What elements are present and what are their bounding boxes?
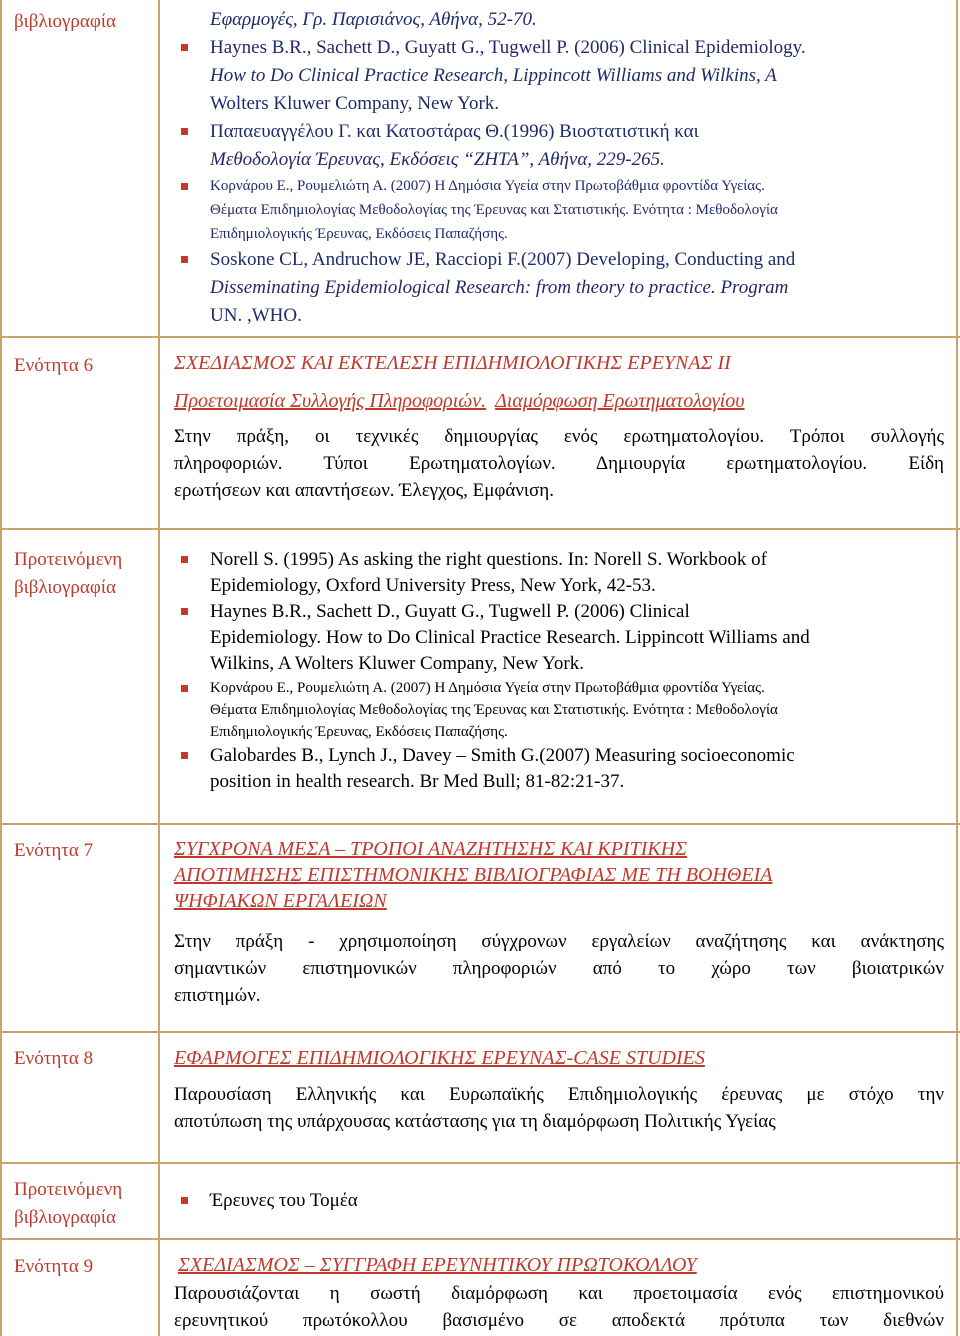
- row-label-unit-9: Ενότητα 9: [14, 1256, 94, 1277]
- row-divider: [0, 1238, 960, 1240]
- ref-line: Disseminating Epidemiological Research: from theory to practice. Program: [210, 277, 789, 298]
- row-1-content: [174, 6, 944, 330]
- section-body: [174, 928, 944, 1009]
- body-line: επιστημών.: [174, 985, 261, 1006]
- label-part: Προτεινόμενη: [14, 549, 123, 570]
- row-7-content: [174, 1252, 944, 1334]
- bullet-icon: [181, 556, 188, 563]
- section-body: [174, 1081, 944, 1135]
- bullet-icon: [181, 256, 188, 263]
- body-line: πληροφοριών. Τύποι Ερωτηματολογίων. Δημιουργία ερωτηματολογίου. Είδη: [174, 453, 944, 474]
- subtitle-part: Προετοιμασία Συλλογής Πληροφοριών.: [174, 390, 487, 412]
- body-line: αποτύπωση της υπάρχουσας κατάστασης για τη διαμόρφωση Πολιτικής Υγείας: [174, 1111, 776, 1132]
- ref-line: UN. ,WHO.: [210, 305, 302, 326]
- row-divider: [0, 1162, 960, 1164]
- ref-line: How to Do Clinical Practice Research, Lippincott Williams and Wilkins, A: [210, 65, 777, 86]
- row-label-unit-6: Ενότητα 6: [14, 355, 94, 376]
- row-2-content: [174, 350, 944, 504]
- ref-line: Επιδημιολογικής Έρευνας, Εκδόσεις Παπαζήσης.: [210, 724, 508, 740]
- ref-galobardes: [174, 743, 944, 795]
- ref-line: Haynes B.R., Sachett D., Guyatt G., Tugwell P. (2006) Clinical: [210, 601, 690, 622]
- ref-line: Epidemiology, Oxford University Press, New York, 42-53.: [210, 575, 656, 596]
- body-line: ερευνητικού πρωτόκολλου βασισμένο σε αποδεκτά πρότυπα των διεθνών: [174, 1310, 944, 1331]
- ref-line: Norell S. (1995) As asking the right questions. In: Norell S. Workbook of: [210, 549, 767, 570]
- section-subtitle: [174, 388, 944, 414]
- bullet-icon: [181, 752, 188, 759]
- row-divider: [0, 336, 960, 338]
- row-label-unit-7: Ενότητα 7: [14, 840, 94, 861]
- ref-line: Επιδημιολογικής Έρευνας, Εκδόσεις Παπαζήσης.: [210, 226, 508, 242]
- table-column-divider: [158, 0, 160, 1336]
- bullet-icon: [181, 1197, 188, 1204]
- ref-line: Galobardes B., Lynch J., Davey – Smith G.(2007) Measuring socioeconomic: [210, 745, 795, 766]
- ref-line: Εφαρμογές, Γρ. Παρισιάνος, Αθήνα, 52-70.: [210, 9, 537, 30]
- body-line: σημαντικών επιστημονικών πληροφοριών από το χώρο των βιοιατρικών: [174, 958, 944, 979]
- title-line: ΨΗΦΙΑΚΩΝ ΕΡΓΑΛΕΙΩΝ: [174, 890, 387, 912]
- row-3-content: [174, 547, 944, 795]
- body-line: Στην πράξη, οι τεχνικές δημιουργίας ενός ερωτηματολογίου. Τρόποι συλλογής: [174, 426, 944, 447]
- ref-line: Έρευνες του Τομέα: [210, 1190, 358, 1211]
- row-5-content: [174, 1045, 944, 1135]
- ref-line: Κορνάρου Ε., Ρουμελιώτη Α. (2007) Η Δημόσια Υγεία στην Πρωτοβάθμια φροντίδα Υγείας.: [210, 680, 765, 696]
- ref-line: position in health research. Br Med Bull; 81-82:21-37.: [210, 771, 625, 792]
- ref-line: Wolters Kluwer Company, New York.: [210, 93, 500, 114]
- table-border-left: [0, 0, 2, 1336]
- ref-line: Epidemiology. How to Do Clinical Practice Research. Lippincott Williams and: [210, 627, 810, 648]
- bullet-icon: [181, 183, 188, 190]
- bullet-icon: [181, 128, 188, 135]
- row-label-unit-8: Ενότητα 8: [14, 1048, 94, 1069]
- ref-soskone: [174, 246, 944, 330]
- row-label-bibliography: βιβλιογραφία: [14, 11, 116, 32]
- ref-line: Haynes B.R., Sachett D., Guyatt G., Tugwell P. (2006) Clinical Epidemiology.: [210, 37, 806, 58]
- title-line: ΣΥΓΧΡΟΝΑ ΜΕΣΑ – ΤΡΟΠΟΙ ΑΝΑΖΗΤΗΣΗΣ ΚΑΙ ΚΡΙΤΙΚΗΣ: [174, 838, 688, 860]
- row-divider: [0, 1031, 960, 1033]
- ref-line: Κορνάρου Ε., Ρουμελιώτη Α. (2007) Η Δημόσια Υγεία στην Πρωτοβάθμια φροντίδα Υγείας.: [210, 178, 765, 194]
- section-title: [174, 836, 944, 914]
- ref-line: Παπαευαγγέλου Γ. και Κατοστάρας Θ.(1996) Βιοστατιστική και: [210, 121, 699, 142]
- ref-papaev: [174, 118, 944, 174]
- subtitle-part: Διαμόρφωση Ερωτηματολογίου: [495, 390, 745, 412]
- bullet-icon: [181, 44, 188, 51]
- body-line: Παρουσίαση Ελληνικής και Ευρωπαϊκής Επιδημιολογικής έρευνας με στόχο την: [174, 1084, 944, 1105]
- section-title: ΣΧΕΔΙΑΣΜΟΣ – ΣΥΓΓΡΑΦΗ ΕΡΕΥΝΗΤΙΚΟΥ ΠΡΩΤΟΚΟΛΛΟΥ: [178, 1254, 697, 1276]
- table-border-right: [956, 0, 958, 1336]
- row-6-content: [174, 1188, 944, 1214]
- ref-line: Soskone CL, Andruchow JE, Racciopi F.(2007) Developing, Conducting and: [210, 249, 796, 270]
- section-title: ΣΧΕΔΙΑΣΜΟΣ ΚΑΙ ΕΚΤΕΛΕΣΗ ΕΠΙΔΗΜΙΟΛΟΓΙΚΗΣ ΕΡΕΥΝΑΣ ΙΙ: [174, 352, 731, 374]
- row-label-suggested-bibliography: [14, 1176, 164, 1232]
- body-line: Στην πράξη - χρησιμοποίηση σύγχρονων εργαλείων αναζήτησης και ανάκτησης: [174, 931, 944, 952]
- ref-norell: [174, 547, 944, 599]
- bullet-icon: [181, 608, 188, 615]
- title-line: ΑΠΟΤΙΜΗΣΗΣ ΕΠΙΣΤΗΜΟΝΙΚΗΣ ΒΙΒΛΙΟΓΡΑΦΙΑΣ ΜΕ ΤΗ ΒΟΗΘΕΙΑ: [174, 864, 773, 886]
- ref-kornarou: [174, 174, 944, 246]
- row-divider: [0, 528, 960, 530]
- section-title: ΕΦΑΡΜΟΓΕΣ ΕΠΙΔΗΜΙΟΛΟΓΙΚΗΣ ΕΡΕΥΝΑΣ-CASE STUDIES: [174, 1047, 705, 1069]
- row-4-content: [174, 836, 944, 1009]
- ref-haynes: [174, 34, 944, 118]
- ref-line: Θέματα Επιδημιολογίας Μεθοδολογίας της Έρευνας και Στατιστικής. Ενότητα : Μεθοδολογία: [210, 702, 778, 718]
- label-part: βιβλιογραφία: [14, 1207, 116, 1228]
- row-label-suggested-bibliography: [14, 546, 164, 602]
- ref-research: [174, 1188, 944, 1214]
- body-line: Παρουσιάζονται η σωστή διαμόρφωση και προετοιμασία ενός επιστημονικού: [174, 1283, 944, 1304]
- label-part: βιβλιογραφία: [14, 577, 116, 598]
- section-body: [174, 1280, 944, 1334]
- ref-line: Μεθοδολογία Έρευνας, Εκδόσεις “ΖΗΤΑ”, Αθήνα, 229-265.: [210, 149, 665, 170]
- ref-line: Wilkins, A Wolters Kluwer Company, New York.: [210, 653, 585, 674]
- ref-haynes: [174, 599, 944, 677]
- ref-line: Θέματα Επιδημιολογίας Μεθοδολογίας της Έρευνας και Στατιστικής. Ενότητα : Μεθοδολογία: [210, 202, 778, 218]
- row-divider: [0, 823, 960, 825]
- section-body: [174, 423, 944, 504]
- body-line: ερωτήσεων και απαντήσεων. Έλεγχος, Εμφάνιση.: [174, 480, 554, 501]
- ref-kornarou: [174, 677, 944, 743]
- bullet-icon: [181, 685, 188, 692]
- label-part: Προτεινόμενη: [14, 1179, 123, 1200]
